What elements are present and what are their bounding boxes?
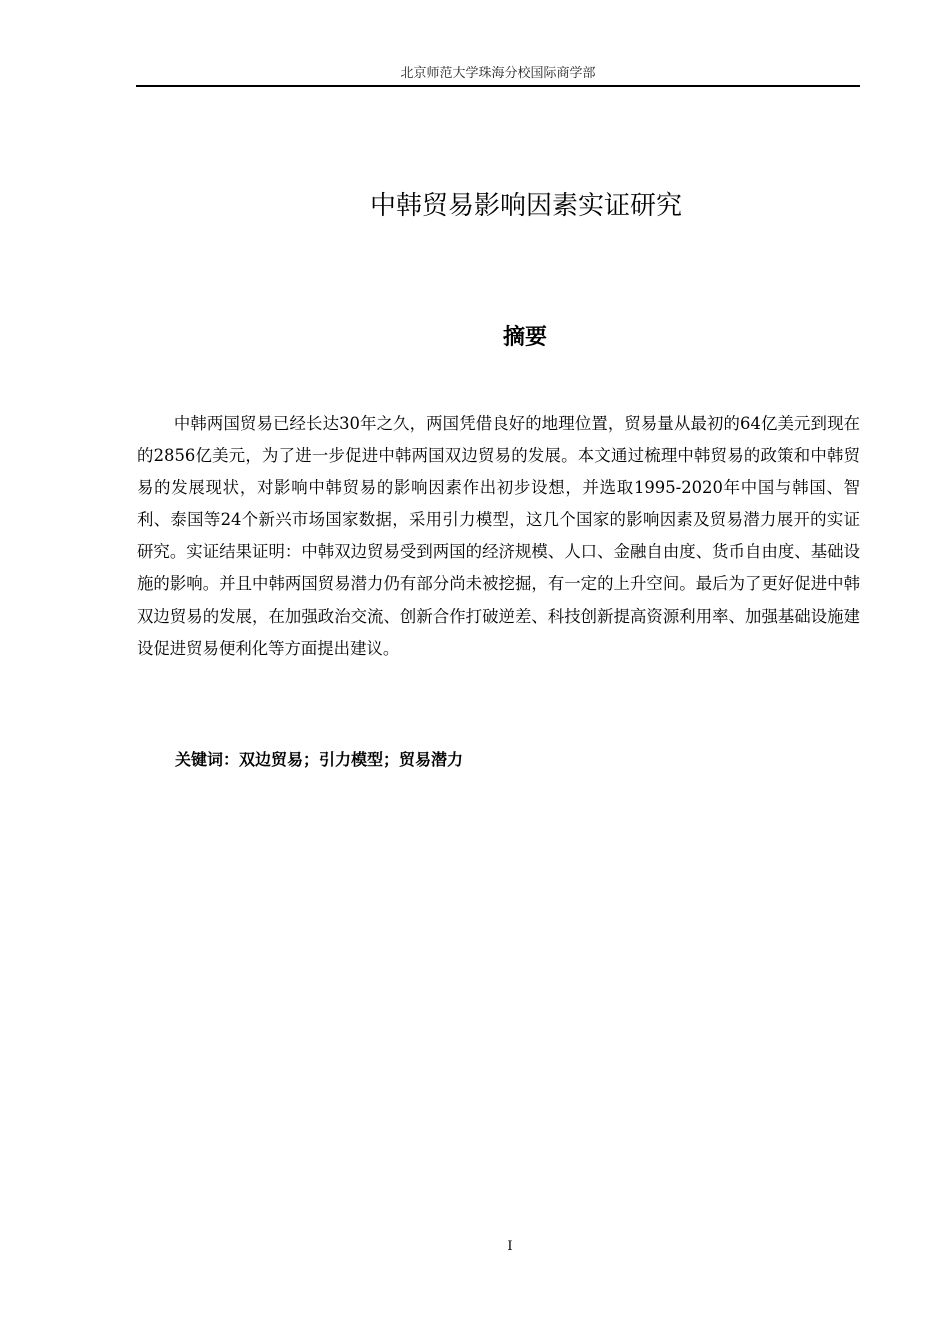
abstract-paragraph: 中韩两国贸易已经长达30年之久，两国凭借良好的地理位置，贸易量从最初的64亿美元到现在的2856亿美元，为了进一步促进中韩两国双边贸易的发展。本文通过梳理中韩贸易的政策和中韩贸易的发展现状，对影响中韩贸易的影响因素作出初步设想，并选取1995-2020年中国与韩国、智利、泰国等24个新兴市场国家数据，采用引力模型，这几个国家的影响因素及贸易潜力展开的实证研究。实证结果证明：中韩双边贸易受到两国的经济规模、人口、金融自由度、货币自由度、基础设施的影响。并且中韩两国贸易潜力仍有部分尚未被挖掘，有一定的上升空间。最后为了更好促进中韩双边贸易的发展，在加强政治交流、创新合作打破逆差、科技创新提高资源利用率、加强基础设施建设促进贸易便利化等方面提出建议。 (137, 414, 860, 658)
document-title: 中韩贸易影响因素实证研究 (369, 191, 682, 221)
page-number: I (507, 1239, 513, 1254)
header-divider (136, 85, 860, 87)
abstract-heading: 摘要 (502, 325, 547, 350)
running-header: 北京师范大学珠海分校国际商学部 (400, 66, 596, 81)
keywords-line: 关键词：双边贸易；引力模型；贸易潜力 (175, 750, 464, 769)
